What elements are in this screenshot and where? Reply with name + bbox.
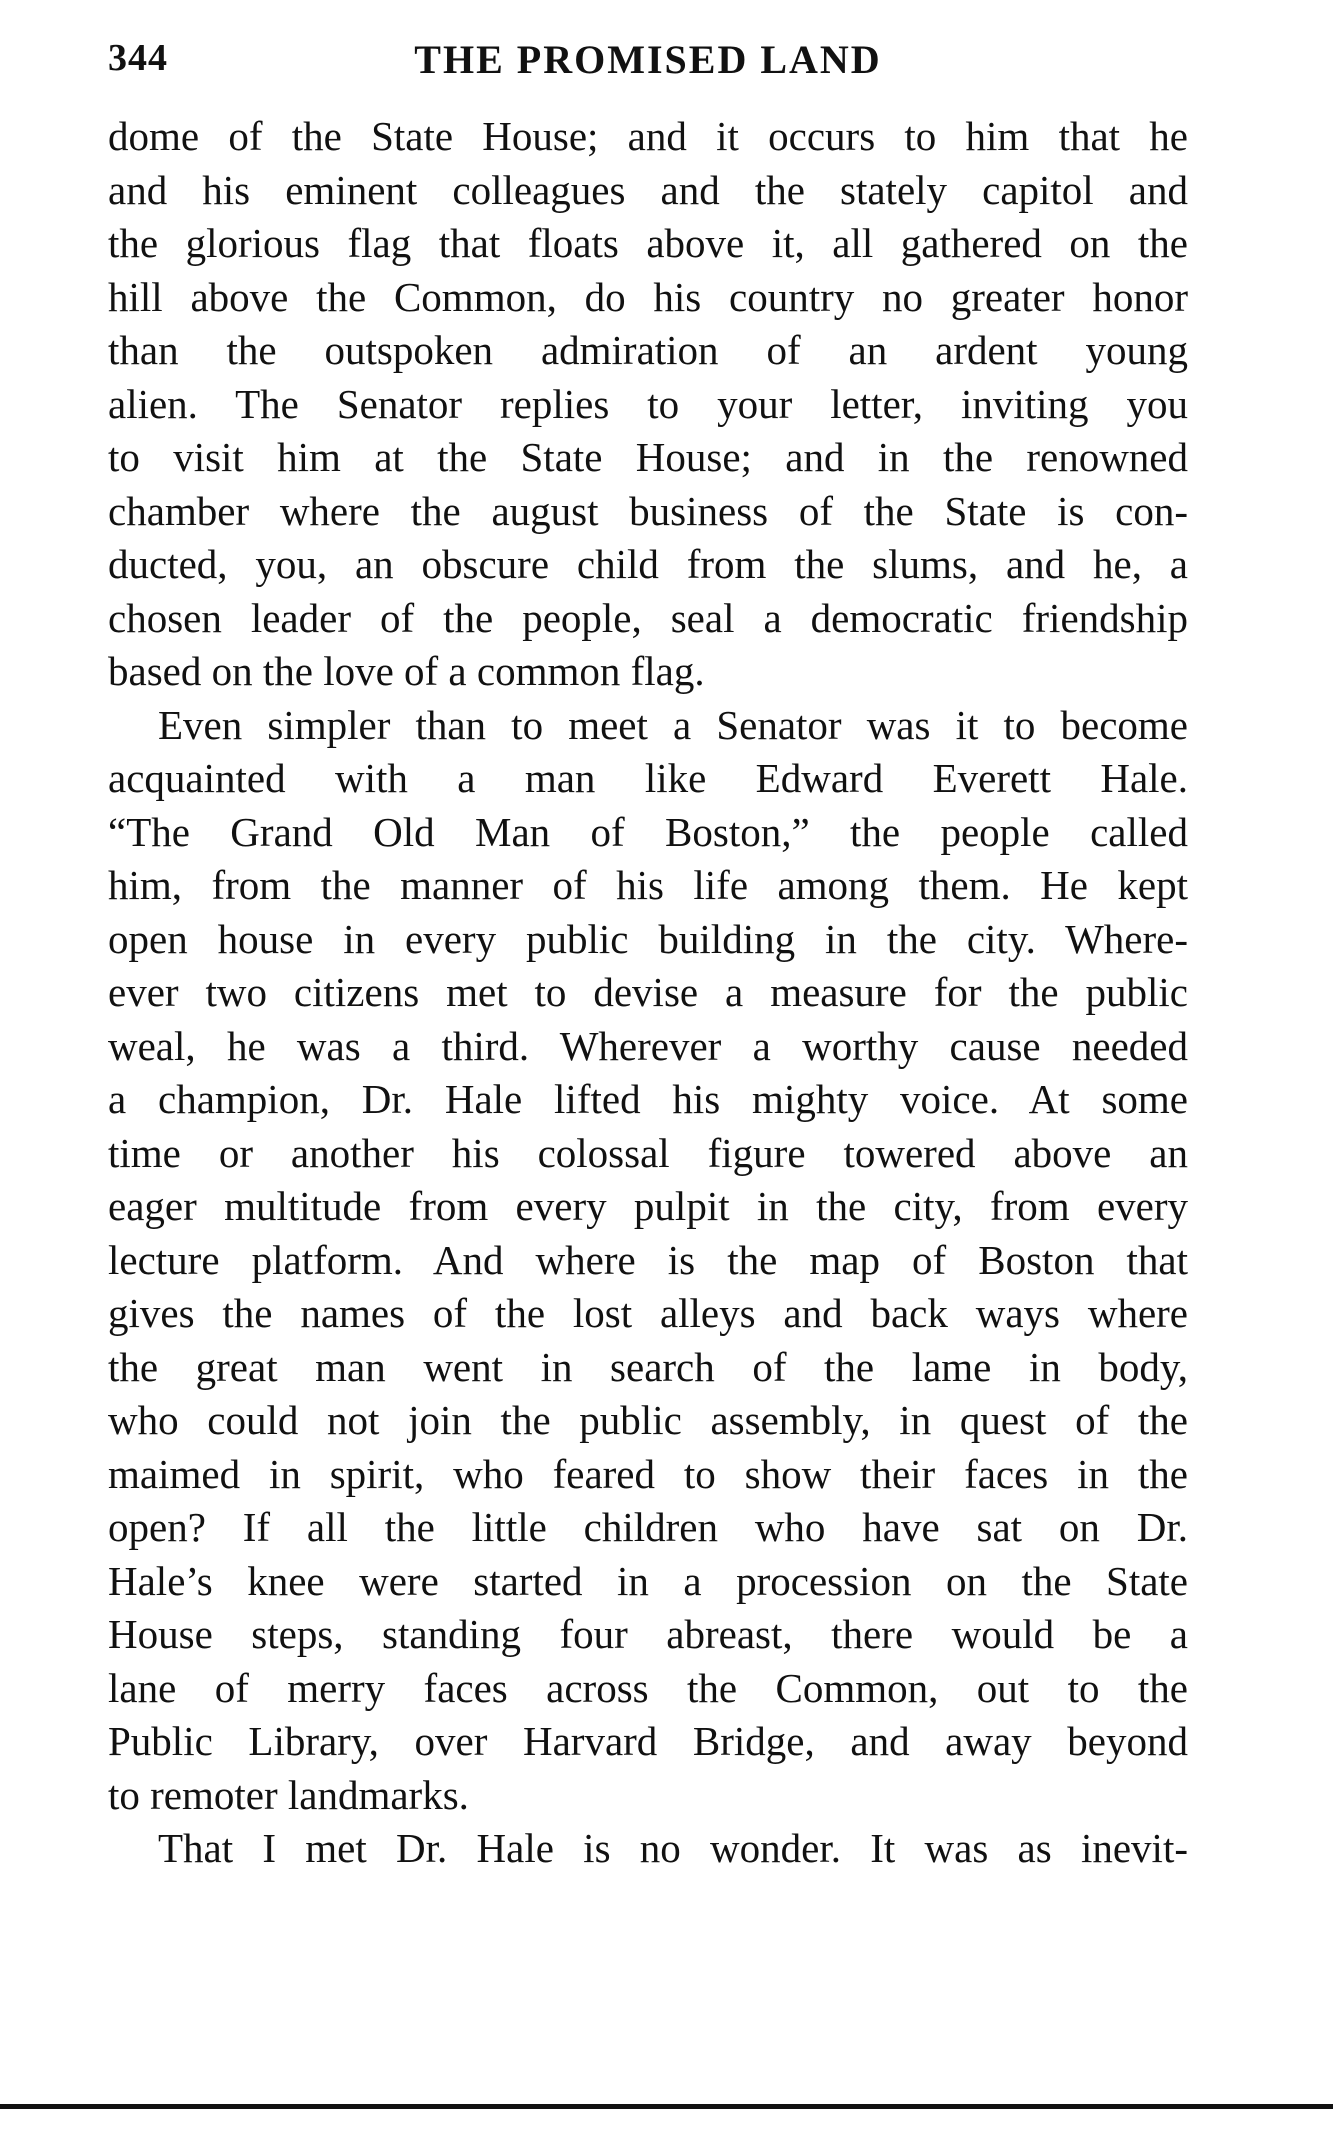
text-line: Even simpler than to meet a Senator was it to become xyxy=(158,701,1188,748)
text-line: eager multitude from every pulpit in the city, from every xyxy=(108,1183,1188,1229)
paragraph xyxy=(108,1822,1188,1876)
paragraph xyxy=(108,110,1188,699)
text-line: gives the names of the lost alleys and back ways where xyxy=(108,1290,1188,1336)
text-line: That I met Dr. Hale is no wonder. It was as inevit- xyxy=(158,1825,1188,1871)
text-line: and his eminent colleagues and the stately capitol and xyxy=(108,166,1188,213)
text-line: alien. The Senator replies to your letter, inviting you xyxy=(108,380,1188,427)
text-line: the glorious flag that floats above it, all gathered on the xyxy=(108,220,1188,266)
text-line: to visit him at the State House; and in the renowned xyxy=(108,434,1188,480)
text-line: chosen leader of the people, seal a democratic friendship xyxy=(108,594,1188,641)
text-line: hill above the Common, do his country no greater honor xyxy=(108,273,1188,320)
text-line: chamber where the august business of the State is con- xyxy=(108,487,1188,534)
running-title: THE PROMISED LAND xyxy=(414,37,882,82)
text-line: open? If all the little children who have sat on Dr. xyxy=(108,1504,1188,1550)
text-line: weal, he was a third. Wherever a worthy cause needed xyxy=(108,1022,1188,1069)
text-line: open house in every public building in the city. Where- xyxy=(108,915,1188,962)
text-line: maimed in spirit, who feared to show their faces in the xyxy=(108,1450,1188,1497)
text-line: Public Library, over Harvard Bridge, and away beyond xyxy=(108,1718,1188,1764)
text-line: who could not join the public assembly, in quest of the xyxy=(108,1397,1188,1443)
text-line: Hale’s knee were started in a procession on the State xyxy=(108,1557,1188,1604)
text-line: “The Grand Old Man of Boston,” the people called xyxy=(108,808,1188,855)
text-line: ever two citizens met to devise a measure for the public xyxy=(108,969,1188,1015)
text-line: him, from the manner of his life among them. He kept xyxy=(108,862,1188,908)
text-line: time or another his colossal figure towered above an xyxy=(108,1129,1188,1176)
paragraph xyxy=(108,699,1188,1823)
text-line: House steps, standing four abreast, there would be a xyxy=(108,1611,1188,1657)
page-number: 344 xyxy=(108,37,168,79)
text-line: than the outspoken admiration of an ardent young xyxy=(108,327,1188,373)
text-line: lecture platform. And where is the map of Boston that xyxy=(108,1236,1188,1283)
text-line: ducted, you, an obscure child from the slums, and he, a xyxy=(108,541,1188,587)
body-text xyxy=(108,110,1188,1876)
page-bottom-rule xyxy=(0,2104,1333,2109)
text-line: acquainted with a man like Edward Everett Hale. xyxy=(108,755,1188,801)
text-line: lane of merry faces across the Common, out to the xyxy=(108,1664,1188,1711)
text-line: to remoter landmarks. xyxy=(108,1771,469,1818)
text-line: based on the love of a common flag. xyxy=(108,648,705,694)
text-line: the great man went in search of the lame in body, xyxy=(108,1343,1188,1390)
text-line: dome of the State House; and it occurs to him that he xyxy=(108,113,1188,159)
page-header xyxy=(108,36,1188,92)
text-line: a champion, Dr. Hale lifted his mighty voice. At some xyxy=(108,1076,1188,1122)
